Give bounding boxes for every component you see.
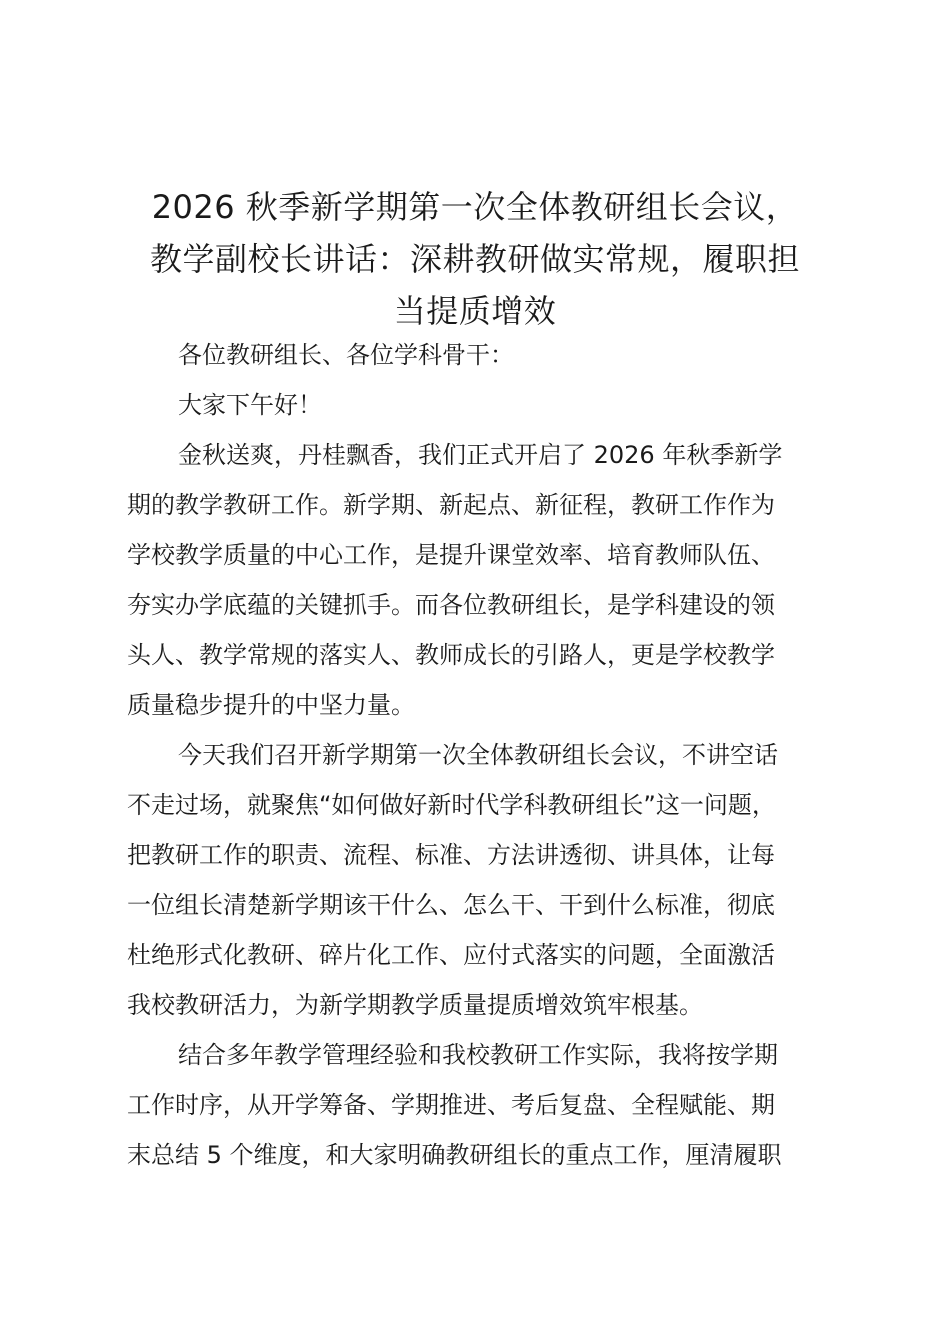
text-line: 一位组长清楚新学期该干什么、怎么干、干到什么标准，彻底 <box>127 891 775 919</box>
text-line: 学校教学质量的中心工作，是提升课堂效率、培育教师队伍、 <box>127 541 775 569</box>
salutation: 各位教研组长、各位学科骨干： <box>178 341 514 369</box>
text-line: 夯实办学底蕴的关键抓手。而各位教研组长，是学科建设的领 <box>127 591 775 619</box>
text-line: 工作时序，从开学筹备、学期推进、考后复盘、全程赋能、期 <box>127 1091 775 1119</box>
text-line: 金秋送爽，丹桂飘香，我们正式开启了 2026 年秋季新学 <box>178 441 783 469</box>
text-line: 杜绝形式化教研、碎片化工作、应付式落实的问题，全面激活 <box>127 941 775 969</box>
title-line: 教学副校长讲话：深耕教研做实常规，履职担 <box>149 240 800 278</box>
greeting: 大家下午好！ <box>178 391 322 419</box>
text-line: 结合多年教学管理经验和我校教研工作实际，我将按学期 <box>178 1041 778 1069</box>
text-line: 不走过场，就聚焦“如何做好新时代学科教研组长”这一问题， <box>127 791 776 819</box>
text-line: 期的教学教研工作。新学期、新起点、新征程，教研工作作为 <box>127 491 775 519</box>
text-line: 把教研工作的职责、流程、标准、方法讲透彻、讲具体，让每 <box>127 841 775 869</box>
title-line: 当提质增效 <box>393 292 557 330</box>
document-title <box>110 181 840 337</box>
text-line: 我校教研活力，为新学期教学质量提质增效筑牢根基。 <box>127 991 703 1019</box>
title-line: 2026 秋季新学期第一次全体教研组长会议， <box>151 188 799 226</box>
text-line: 今天我们召开新学期第一次全体教研组长会议，不讲空话 <box>178 741 778 769</box>
text-line: 头人、教学常规的落实人、教师成长的引路人，更是学校教学 <box>127 641 775 669</box>
text-line: 末总结 5 个维度，和大家明确教研组长的重点工作，厘清履职 <box>127 1141 782 1169</box>
text-line: 质量稳步提升的中坚力量。 <box>127 691 415 719</box>
